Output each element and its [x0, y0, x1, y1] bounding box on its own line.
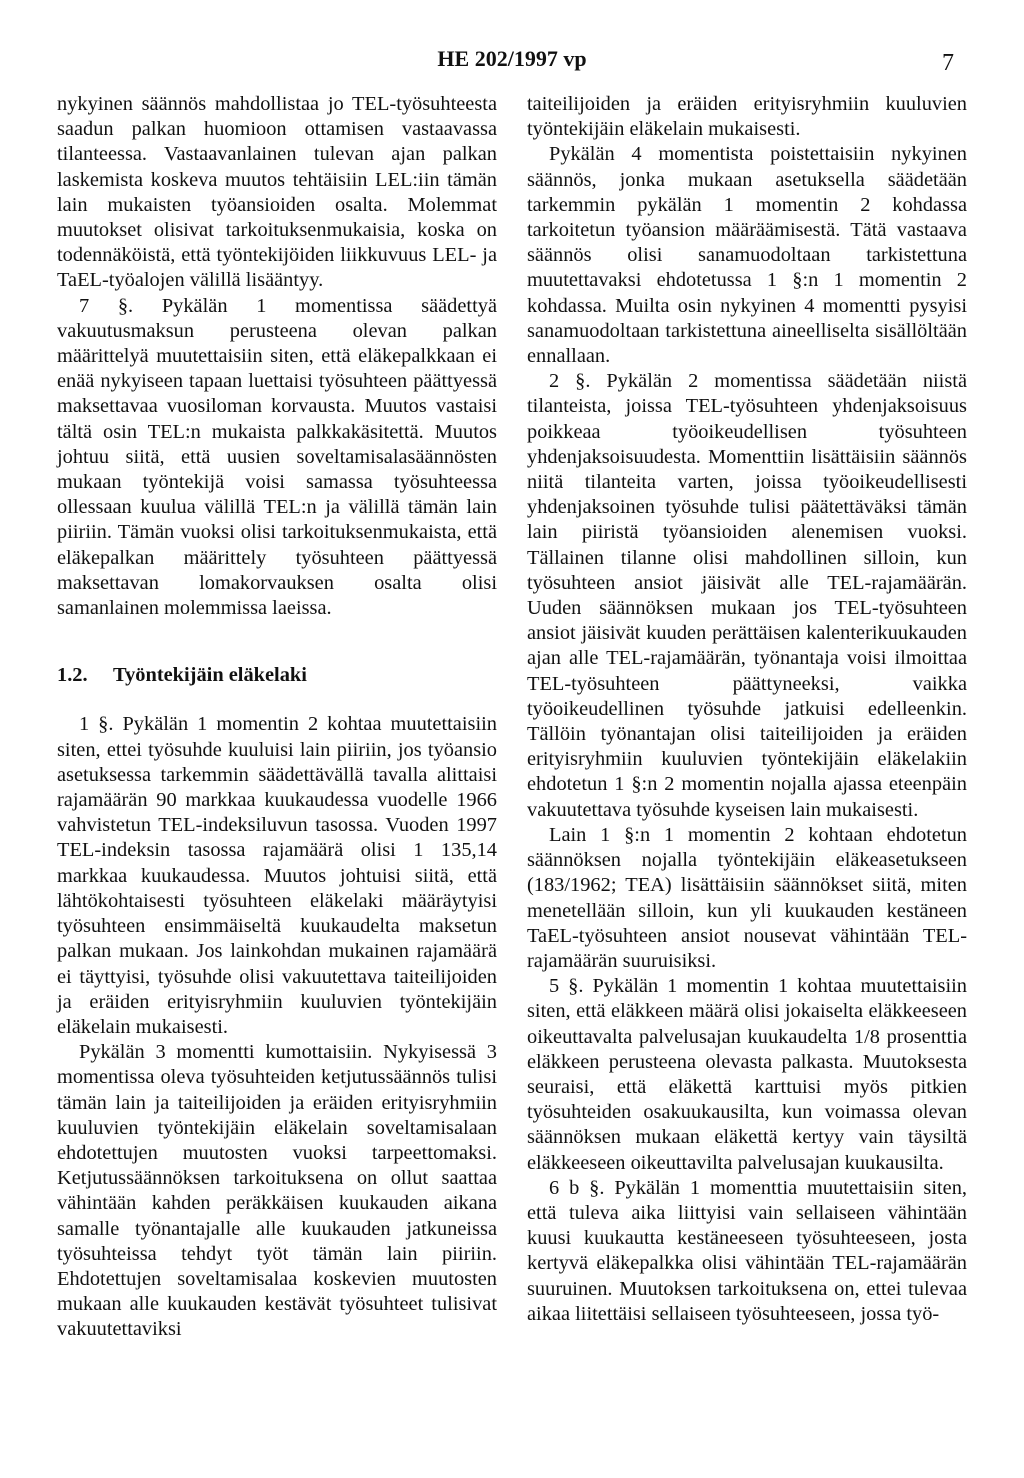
paragraph: Pykälän 3 momentti kumottaisiin. Nykyisessä 3 momentissa oleva työsuhteiden ketjutussäännös tulisi tämän lain ja taiteilijoiden ja eräiden erityisryhmiin kuuluvien työntekijäin eläkelain soveltamisalaan ehdotettujen muutosten vuoksi tarpeettomaksi. Ketjutussäännöksen tarkoituksena on ollut saattaa vähintään kahden peräkkäisen kuukauden aikana samalle työnantajalle alle kuukauden jatkuneissa työsuhteissa tehdyt työt tämän lain piiriin. Ehdotettujen soveltamisalaa koskevien muutosten mukaan alle kuukauden kestävät työsuhteet tulisivat vakuutettaviksi: [57, 1041, 497, 1341]
section-number: 1.2.: [57, 664, 88, 687]
document-identifier: HE 202/1997 vp: [437, 46, 587, 71]
paragraph: 5 §. Pykälän 1 momentin 1 kohtaa muutettaisiin siten, että eläkkeen määrä olisi jokaiselta eläkkeeseen oikeuttavalta palvelusajan kuukaudelta 1/8 prosenttia eläkkeen perusteena olevasta palkasta. Muutoksesta seuraisi, että eläkettä karttuisi myös pitkien työsuhteiden osakuukausilta, kun voimassa olevan säännöksen mukaan eläkettä kertyy vain täysiltä eläkkeeseen oikeuttavilta palvelusajan kuukausilta.: [527, 975, 967, 1174]
page-header: [0, 40, 1024, 80]
paragraph: 1 §. Pykälän 1 momentin 2 kohtaa muutettaisiin siten, ettei työsuhde kuuluisi lain piiriin, jos työansio asetuksessa tarkemmin säädettävällä tavalla alittaisi rajamäärän 90 markkaa kuukaudessa vuodelle 1966 vahvistetun TEL-indeksiluvun tasossa. Vuoden 1997 TEL-indeksin tasossa rajamäärä olisi 1 135,14 markkaa kuukaudessa. Muutos johtuisi siitä, että lähtökohtaisesti työsuhteen eläkelaki määräytyisi työsuhteen ensimmäiseltä kuukaudelta maksetun palkan mukaan. Jos lainkohdan mukainen rajamäärä ei täyttyisi, työsuhde olisi vakuutettava taiteilijoiden ja eräiden erityisryhmiin kuuluvien työntekijäin eläkelain mukaisesti.: [57, 713, 497, 1038]
left-column: [57, 92, 497, 1343]
paragraph: 6 b §. Pykälän 1 momenttia muutettaisiin siten, että tuleva aika liittyisi vain sellaiseen vähintään kuusi kuukautta kestäneeseen työsuhteeseen, josta kertyvä eläkepalkka olisi vähintään TEL-rajamäärän suuruinen. Muutoksen tarkoituksena on, ettei tulevaa aikaa liitettäisi sellaiseen työsuhteeseen, jossa työ-: [527, 1176, 967, 1325]
section-title: Työntekijäin eläkelaki: [113, 664, 307, 687]
paragraph: Pykälän 4 momentista poistettaisiin nykyinen säännös, jonka mukaan asetuksella säädetään tarkemmin pykälän 1 momentin 2 kohdassa tarkoitetun työansion määräämisestä. Tätä vastaava säännös olisi sanamuodoltaan tarkistettuna muutettavaksi ehdotetussa 1 §:n 1 momentin 2 kohdassa. Muilta osin nykyinen 4 momentti pysyisi sanamuodoltaan tarkistettuna aineelliselta sisällöltään ennallaan.: [527, 143, 967, 368]
right-column: [527, 92, 967, 1327]
paragraph: taiteilijoiden ja eräiden erityisryhmiin kuuluvien työntekijäin eläkelain mukaisesti.: [527, 93, 967, 141]
page-number: 7: [942, 50, 954, 76]
paragraph: 7 §. Pykälän 1 momentissa säädettyä vakuutusmaksun perusteena olevan palkan määrittelyä muutettaisiin siten, että eläkepalkkaan ei enää nykyiseen tapaan luettaisi työsuhteen päättyessä maksettavaa vuosiloman korvausta. Muutos vastaisi tältä osin TEL:n mukaista palkkakäsitettä. Muutos johtuu siitä, että uusien soveltamisalasäännösten mukaan työntekijä voisi samassa työsuhteessa ollessaan kuulua välillä TEL:n ja välillä tämän lain piiriin. Tämän vuoksi olisi tarkoituksenmukaista, että eläkepalkan määrittely työsuhteen päättyessä maksettavan lomakorvauksen osalta olisi samanlainen molemmissa laeissa.: [57, 294, 497, 620]
paragraph: Lain 1 §:n 1 momentin 2 kohtaan ehdotetun säännöksen nojalla työntekijäin eläkeasetukseen (183/1962; TEA) lisättäisiin säännökset siitä, miten menetellään silloin, kun yli kuukauden kestäneen TaEL-työsuhteen ansiot nousevat vähintään TEL-rajamäärän suuruisiksi.: [527, 823, 967, 972]
paragraph: 2 §. Pykälän 2 momentissa säädetään niistä tilanteista, joissa TEL-työsuhteen yhdenjaksoisuus poikkeaa työoikeudellisen työsuhteen yhdenjaksoisuudesta. Momenttiin lisättäisiin säännös niitä tilanteita varten, joissa työoikeudellisesti yhdenjaksoinen työsuhde tulisi päätettäväksi tämän lain piiristä työansioiden alenemisen vuoksi. Tällainen tilanne olisi mahdollinen silloin, kun työsuhteen ansiot jäisivät alle TEL-rajamäärän. Uuden säännöksen mukaan jos TEL-työsuhteen ansiot jäisivät kuuden perättäisen kalenterikuukauden ajan alle TEL-rajamäärän, työnantaja voisi ilmoittaa TEL-työsuhteen päättyneeksi, vaikka työoikeudellinen työsuhde jatkuisi edelleenkin. Tällöin työnantajan olisi taiteilijoiden ja eräiden erityisryhmiin kuuluvien työntekijäin eläkelakiin ehdotetun 1 §:n 2 momentin nojalla ajassa eteenpäin vakuutettava työsuhde kyseisen lain mukaisesti.: [527, 370, 967, 821]
section-heading: [57, 663, 497, 688]
paragraph: nykyinen säännös mahdollistaa jo TEL-työsuhteesta saadun palkan huomioon ottamisen vastaavassa tilanteessa. Vastaavanlainen tulevan ajan palkan laskemista koskeva muutos tehtäisiin LEL:iin tämän lain mukaisten työansioiden osalta. Molemmat muutokset olisivat tarkoituksenmukaisia, koska on todennäköistä, että työntekijöiden liikkuvuus LEL- ja TaEL-työalojen välillä lisääntyy.: [57, 93, 497, 292]
